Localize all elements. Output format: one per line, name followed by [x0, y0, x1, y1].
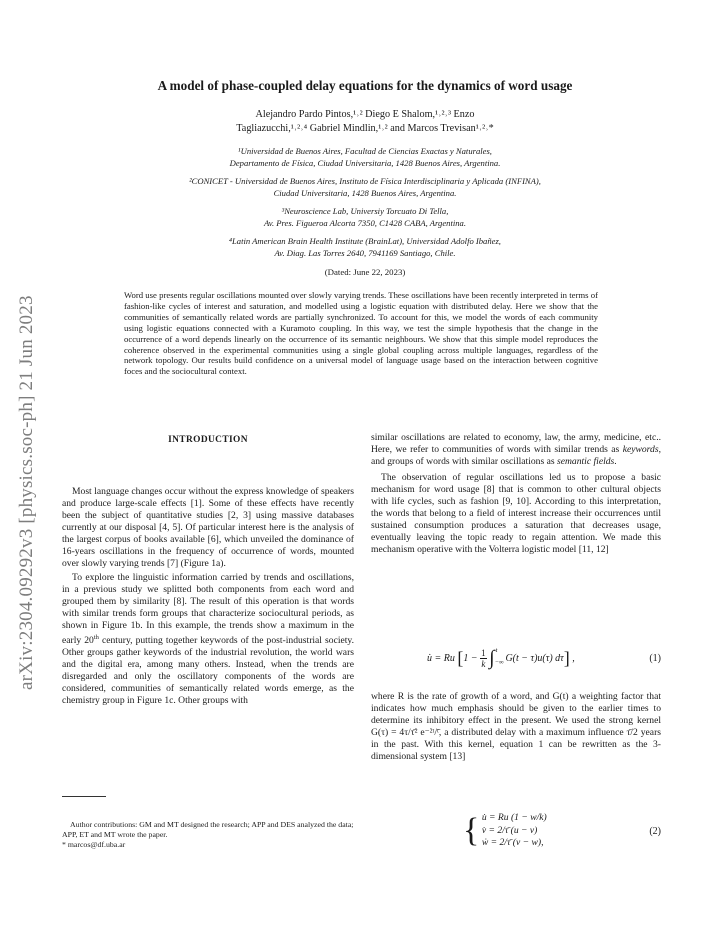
- authors-line: Alejandro Pardo Pintos,¹˒² Diego E Shalom,¹˒²˒³ Enzo: [255, 109, 475, 120]
- equation-line: u̇ = Ru (1 − w/k): [481, 812, 547, 823]
- footnote-contributions: Author contributions: GM and MT designed the research; APP and DES analyzed the data; APP, ET and MT wrote the paper.: [62, 820, 354, 839]
- affiliation-line: ⁴Latin American Brain Health Institute (BrainLat), Universidad Adolfo Ibañez,: [229, 236, 501, 246]
- right-column-continued: [371, 691, 661, 763]
- paragraph: similar oscillations are related to economy, law, the army, medicine, etc.. Here, we refer to communities of words with similar trends as keywords, and groups of words with similar oscillations as semantic fields.: [371, 432, 661, 467]
- right-column: [371, 432, 661, 556]
- left-column: [62, 486, 354, 707]
- equation-line: ẇ = 2/τ̄ (v − w),: [481, 837, 544, 848]
- paragraph: The observation of regular oscillations led us to propose a basic mechanism for word usage [8] that is common to other cultural objects with life cycles, such as fashion [9, 10]. According to this interpretation, the words that belong to a field of interest increase their occurrences until sustained consumption produces a saturation that decreases usage, eventually leaving the topic ready to regain attention. We made this mechanism operative with the Volterra logistic model [11, 12]: [371, 472, 661, 555]
- equation-number: (2): [649, 826, 661, 837]
- affiliation-line: Av. Pres. Figueroa Alcorta 7350, C1428 CABA, Argentina.: [264, 218, 466, 228]
- author-list: [100, 108, 630, 136]
- equation-1: u̇ = Ru [1 − $\frac{1}{k}$ $\int_{-\infty}^tG(t - \tau)u(\tau)$ dτ] , (1): [427, 647, 661, 669]
- paragraph: where R is the rate of growth of a word, and G(t) a weighting factor that indicates how much emphasis should be given to the earlier times to determine its inhibitory effect in the present. We used the strong kernel G(τ) = 4τ/τ̄² e⁻²ᵗ/ᵗ̄, a distributed delay with a maximum influence τ̄/2 years in the past. With this kernel, equation 1 can be rewritten as the 3-dimensional system [13]: [371, 691, 661, 762]
- affiliation-line: Av. Diag. Las Torres 2640, 7941169 Santiago, Chile.: [274, 248, 456, 258]
- affiliation-line: Departamento de Física, Ciudad Universitaria, 1428 Buenos Aires, Argentina.: [229, 158, 501, 168]
- equation-2: { u̇ = Ru (1 − w/k) v̇ = 2/τ̄ (u − v) ẇ = 2/τ̄ (v − w), (2): [463, 811, 661, 849]
- footnote-email: * marcos@df.uba.ar: [62, 840, 126, 849]
- equation-number: (1): [649, 653, 661, 664]
- paragraph: To explore the linguistic information carried by trends and oscillations, in a previous study we splitted both components from each word and grouped them by similarity [8]. The result of this operation is that words with similar trends form groups that characterize sociocultural periods, as shown in Figure 1b. In this example, the trends show a maximum in the early 20th century, putting together keywords of the post-industrial society. Other groups gather keywords of the industrial revolution, the world wars and the digital era, among many others. Instead, when the trends are disregarded and only the oscillatory components of the words are considered, communities of semantically related words emerge, as the chemistry group in Figure 1c. Other groups with: [62, 572, 354, 707]
- affiliation: [100, 175, 630, 199]
- footnotes: [62, 820, 354, 850]
- affiliation: [100, 145, 630, 169]
- footnote-rule: [62, 796, 106, 797]
- affiliation-line: Ciudad Universitaria, 1428 Buenos Aires, Argentina.: [273, 188, 457, 198]
- paper-title: A model of phase-coupled delay equations for the dynamics of word usage: [157, 78, 573, 93]
- affiliation: [100, 205, 630, 229]
- section-heading: INTRODUCTION: [168, 435, 248, 445]
- affiliation: [100, 235, 630, 259]
- arxiv-identifier: arXiv:2304.09292v3 [physics.soc-ph] 21 Jun 2023: [16, 295, 37, 690]
- equation-line: v̇ = 2/τ̄ (u − v): [481, 824, 538, 836]
- paragraph: Most language changes occur without the express knowledge of speakers and produce large-scale effects [1]. Some of these effects have recently been the subject of quantitative studies [2, 3] using massive databases currently at our disposal [4, 5]. Of particular interest here is the analysis of the largest corpus of books available [6], which unveiled the dominance of 16-years oscillations in the frequency of occurrence of words, mounted over slowly varying trends [7] (Figure 1a).: [62, 486, 354, 569]
- authors-line: Tagliazucchi,¹˒²˒⁴ Gabriel Mindlin,¹˒² and Marcos Trevisan¹˒²˒*: [236, 123, 494, 134]
- date-line: (Dated: June 22, 2023): [324, 267, 406, 277]
- affiliation-line: ³Neuroscience Lab, Universiy Torcuato Di Tella,: [281, 206, 449, 216]
- affiliation-line: ²CONICET - Universidad de Buenos Aires, Instituto de Física Interdisciplinaria y Aplicada (INFINA),: [189, 176, 541, 186]
- abstract: Word use presents regular oscillations mounted over slowly varying trends. These oscillations have been recently interpreted in terms of fashion-like cycles of interest and saturation, and modelled using a logistic equation with distributed delay. Here we show that the communities of semantically related words are partially synchronized. To account for this, we model the words of each community using logistic equations connected with a Kuramoto coupling. In this way, we test the simple hypothesis that the change in the occurrence of a word depends linearly on the occurrence of its semantic neighbours. We show that this simple model reproduces the coherence observed in the experimental communities using a single global coupling across multiple languages, regardless of the network topology. Our results build confidence on a universal model of language usage based on the interaction between cognitive foces and the sociocultural context.: [124, 290, 598, 377]
- affiliation-line: ¹Universidad de Buenos Aires, Facultad de Ciencias Exactas y Naturales,: [238, 146, 492, 156]
